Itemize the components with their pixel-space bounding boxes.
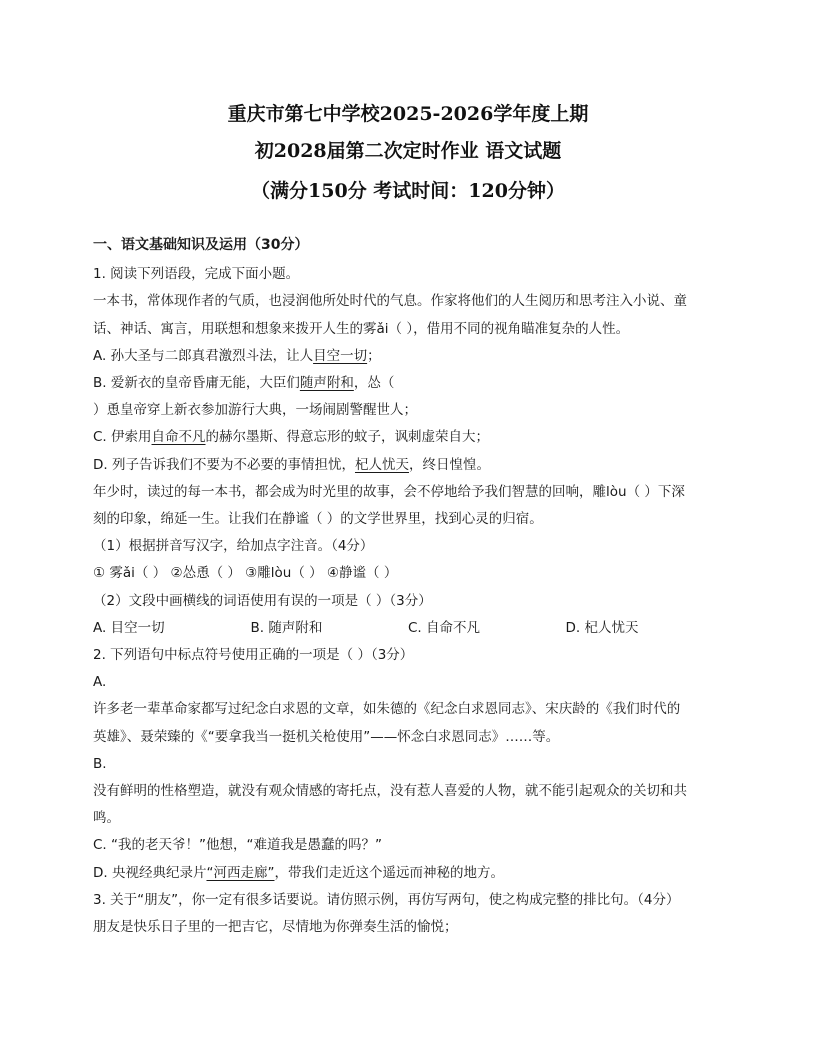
- choice-d: D. 杞人忧天: [565, 619, 639, 636]
- school-title: 重庆市第七中学校2025-2026学年度上期: [227, 103, 589, 125]
- q2-option-a-text: 英雄》、聂荣臻的《“要拿我当一挺机关枪使用”——怀念白求恩同志》……等。: [93, 728, 560, 745]
- q1-option-c: [93, 424, 723, 451]
- underlined-phrase: 杞人忧天: [354, 456, 409, 473]
- q1-paragraph-line: 刻的印象，绵延一生。让我们在静谧（ ）的文学世界里，找到心灵的归宿。: [93, 511, 543, 528]
- underlined-phrase: 随声附和: [299, 375, 354, 392]
- exam-title: 初2028届第二次定时作业 语文试题: [254, 140, 562, 162]
- q3-example: 朋友是快乐日子里的一把吉它，尽情地为你弹奏生活的愉悦；: [93, 919, 458, 936]
- choice-c: C. 自命不凡: [408, 619, 481, 636]
- option-text: D. 列子告诉我们不要为不必要的事情担忧，: [93, 456, 355, 473]
- section-heading: 一、语文基础知识及运用（30分）: [93, 237, 309, 253]
- q1-option-d: [93, 452, 723, 479]
- option-text: 的赫尔墨斯、得意忘形的蚊子，讽刺虚荣自大；: [205, 429, 490, 446]
- q1-paragraph-line: 一本书，常体现作者的气质，也浸润他所处时代的气息。作家将他们的人生阅历和思考注入小说、童: [93, 293, 687, 310]
- q1-option-a: [93, 343, 723, 370]
- underlined-phrase: “河西走廊”: [206, 864, 275, 881]
- option-text: ；: [367, 347, 381, 364]
- choice-a: A. 目空一切: [93, 619, 165, 636]
- q1-stem: 1. 阅读下列语段，完成下面小题。: [93, 266, 300, 283]
- option-text: ，带我们走近这个遥远而神秘的地方。: [274, 864, 504, 881]
- q2-option-c: C. “我的老天爷！”他想，“难道我是愚蠢的吗？”: [93, 837, 382, 854]
- q2-stem: 2. 下列语句中标点符号使用正确的一项是（ ）（3分）: [93, 647, 414, 664]
- option-text: A. 孙大圣与二郎真君激烈斗法，让人: [93, 347, 314, 364]
- q1-subquestion-2: （2）文段中画横线的词语使用有误的一项是（ ）（3分）: [93, 592, 432, 609]
- q1-subquestion-2-options: [93, 615, 723, 642]
- q1-subquestion-1-items: ① 雾ǎi（ ） ②怂恿（ ） ③雕lòu（ ） ④静谧（ ）: [93, 565, 398, 582]
- q1-paragraph-line: 年少时，读过的每一本书，都会成为时光里的故事，会不停地给予我们智慧的回响，雕lòu（ ）下深: [93, 483, 685, 500]
- exam-header: [0, 96, 816, 211]
- q1-option-b: [93, 370, 723, 397]
- q2-option-d: [93, 860, 723, 887]
- q2-option-a-label: A.: [93, 674, 107, 691]
- q3-stem: 3. 关于“朋友”，你一定有很多话要说。请仿照示例，再仿写两句，使之构成完整的排比句。（4分）: [93, 891, 680, 908]
- option-text: ，终日惶惶。: [408, 456, 490, 473]
- q1-paragraph-line: 话、神话、寓言，用联想和想象来拨开人生的雾ǎi（ ），借用不同的视角瞄准复杂的人性。: [93, 320, 630, 337]
- q2-option-a-text: 许多老一辈革命家都写过纪念白求恩的文章，如朱德的《纪念白求恩同志》、宋庆龄的《我们时代的: [93, 701, 681, 718]
- q2-option-b-text: 鸣。: [93, 810, 120, 827]
- option-text: C. 伊索用: [93, 429, 152, 446]
- option-text: ，怂（: [353, 375, 395, 392]
- underlined-phrase: 自命不凡: [151, 429, 206, 446]
- choice-b: B. 随声附和: [250, 619, 323, 636]
- exam-body: [93, 232, 723, 941]
- q1-option-b-continued: ）恿皇帝穿上新衣参加游行大典，一场闹剧警醒世人；: [93, 402, 417, 419]
- q1-subquestion-1: （1）根据拼音写汉字，给加点字注音。（4分）: [93, 538, 374, 555]
- q2-option-b-label: B.: [93, 755, 107, 772]
- q2-option-b-text: 没有鲜明的性格塑造，就没有观众情感的寄托点，没有惹人喜爱的人物，就不能引起观众的关切和共: [93, 783, 687, 800]
- underlined-phrase: 目空一切: [313, 347, 368, 364]
- option-text: B. 爱新衣的皇帝昏庸无能，大臣们: [93, 375, 300, 392]
- option-text: D. 央视经典纪录片: [93, 864, 207, 881]
- exam-info: （满分150分 考试时间：120分钟）: [251, 180, 565, 202]
